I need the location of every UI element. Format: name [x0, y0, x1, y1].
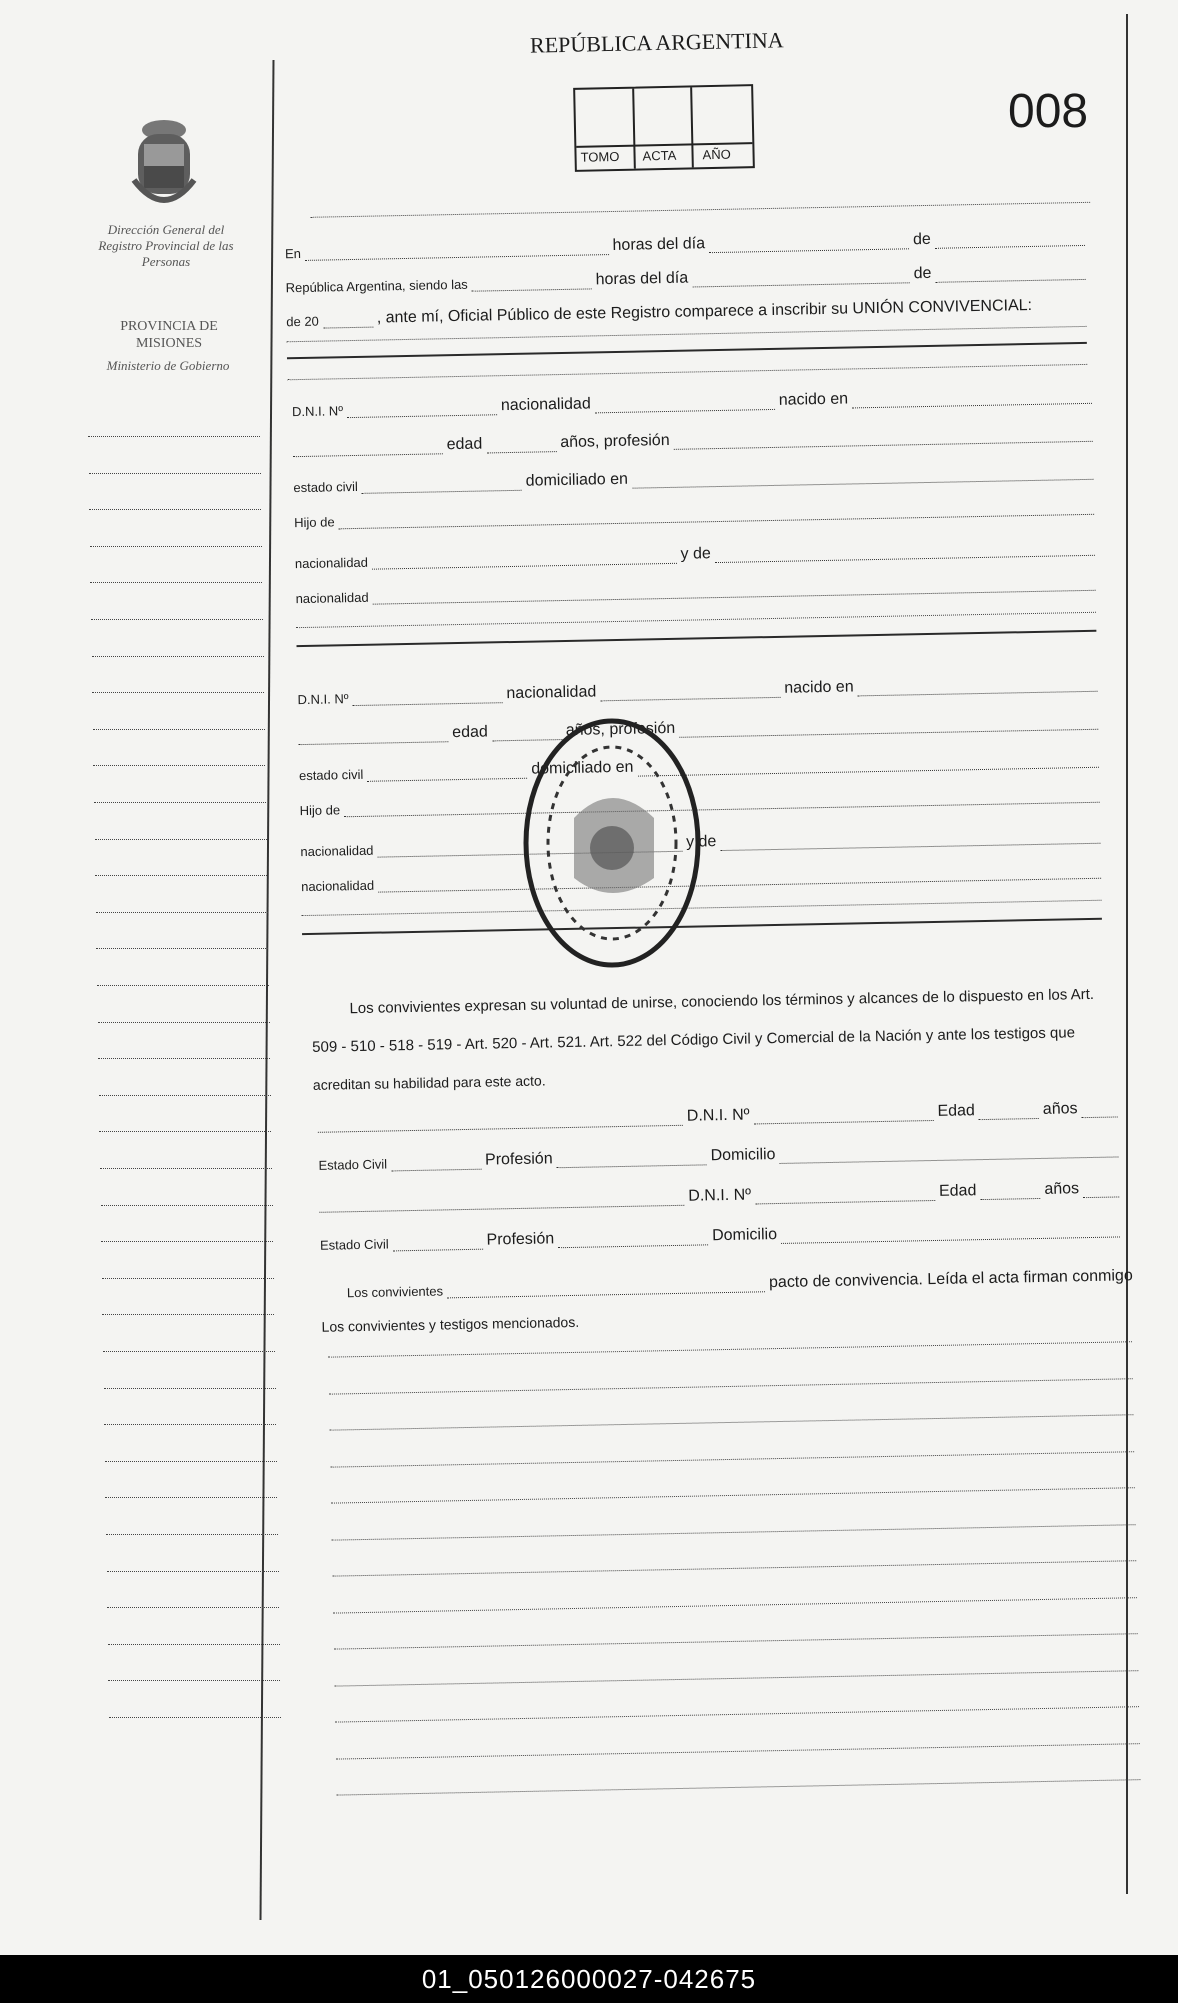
dotted-fill — [674, 427, 1093, 450]
form-row — [293, 424, 1093, 457]
dotted-fill — [779, 1142, 1118, 1164]
signature-line — [331, 1487, 1135, 1503]
box-label-acta: ACTA — [642, 147, 677, 164]
witness-edad-label: Edad — [937, 1102, 976, 1120]
y-de-label: y de — [685, 833, 717, 851]
signature-line — [332, 1560, 1136, 1576]
dotted-fill — [600, 683, 780, 701]
dotted-line — [296, 612, 1096, 628]
dotted-fill — [679, 715, 1098, 738]
box-label-ano: AÑO — [702, 146, 731, 163]
dotted-fill — [720, 829, 1100, 851]
witness-profesion-label: Profesión — [486, 1230, 555, 1249]
nacionalidad-label: nacionalidad — [500, 395, 591, 415]
dotted-fill — [372, 576, 1095, 605]
witness-domicilio-label: Domicilio — [710, 1146, 776, 1165]
closing-convivientes: Los convivientes — [346, 1283, 444, 1301]
dotted-fill — [372, 549, 677, 570]
intro-de: de — [912, 230, 931, 249]
signature-line — [332, 1524, 1136, 1540]
witness-dni-label: D.N.I. Nº — [688, 1186, 752, 1205]
signature-line — [330, 1451, 1134, 1467]
agency-name: Dirección General del Registro Provincial de las Personas — [98, 222, 234, 269]
dotted-fill — [344, 788, 1100, 818]
dotted-fill — [362, 476, 522, 494]
nacido-label: nacido en — [778, 390, 849, 409]
signature-line — [329, 1378, 1133, 1394]
intro-republica: República Argentina, siendo las — [285, 276, 468, 296]
dotted-fill — [318, 1111, 683, 1133]
form-row — [319, 1179, 1119, 1212]
form-row — [292, 386, 1092, 419]
dni-label: D.N.I. Nº — [297, 691, 349, 708]
dotted-fill — [632, 465, 1094, 489]
form-row — [297, 674, 1097, 707]
signature-line — [335, 1706, 1139, 1722]
witness-domicilio-label: Domicilio — [711, 1226, 778, 1245]
intro-en: En — [284, 245, 302, 262]
estado-civil-label: estado civil — [293, 478, 358, 496]
nacionalidad-padre-label: nacionalidad — [300, 842, 374, 860]
intro-de20: de 20 — [286, 313, 319, 330]
signature-line — [328, 1341, 1132, 1357]
dotted-fill — [980, 1184, 1040, 1200]
dotted-fill — [557, 1150, 707, 1168]
hijo-de-label: Hijo de — [299, 802, 341, 819]
dotted-fill — [486, 437, 556, 453]
form-row — [295, 538, 1095, 571]
witness-anos-label: años — [1044, 1180, 1080, 1198]
dotted-fill — [367, 764, 527, 782]
section-rule — [296, 630, 1096, 647]
dotted-fill — [393, 1235, 483, 1252]
edad-label: edad — [452, 723, 488, 742]
witness-anos-label: años — [1042, 1100, 1078, 1118]
intro-ante: , ante mí, Oficial Público de este Registro comparece a inscribir su UNIÓN CONVIVENCIAL: — [376, 296, 1033, 327]
estado-civil-label: estado civil — [298, 766, 364, 784]
domiciliado-label: domiciliado en — [525, 470, 629, 490]
nacido-label: nacido en — [784, 678, 854, 697]
box-label-tomo: TOMO — [580, 148, 620, 165]
document-number: 008 — [1008, 85, 1089, 138]
y-de-label: y de — [680, 545, 711, 563]
declaration-line-3: acreditan su habilidad para este acto. — [312, 1072, 546, 1093]
anos-profesion-label: años, profesión — [565, 719, 676, 739]
anos-profesion-label: años, profesión — [560, 431, 670, 452]
dotted-fill — [858, 677, 1098, 697]
signature-line — [337, 1779, 1141, 1795]
dotted-fill — [352, 688, 502, 706]
dotted-fill — [293, 439, 443, 457]
dotted-fill — [298, 727, 448, 745]
dotted-fill — [319, 1191, 684, 1213]
dotted-fill — [378, 864, 1101, 893]
witness-estado-civil-label: Estado Civil — [318, 1156, 388, 1173]
form-row — [320, 1219, 1120, 1252]
dni-label: D.N.I. Nº — [291, 403, 344, 420]
domiciliado-label: domiciliado en — [531, 758, 634, 778]
signature-line — [330, 1414, 1134, 1430]
form-row — [318, 1139, 1118, 1172]
form-row — [293, 462, 1093, 495]
form-row — [295, 576, 1095, 606]
witness-edad-label: Edad — [938, 1182, 977, 1200]
nacionalidad-madre-label: nacionalidad — [300, 877, 375, 895]
republic-heading: REPÚBLICA ARGENTINA — [529, 27, 784, 58]
intro-horas-2: horas del día — [595, 269, 689, 289]
form-row — [318, 1099, 1118, 1132]
signature-line — [333, 1597, 1137, 1613]
nacionalidad-madre-label: nacionalidad — [295, 589, 369, 607]
witness-profesion-label: Profesión — [484, 1150, 553, 1169]
hijo-de-label: Hijo de — [294, 514, 335, 531]
dotted-fill — [979, 1104, 1039, 1120]
intro-horas: horas del día — [612, 235, 706, 254]
declaration-line-1: Los convivientes expresan su voluntad de unirse, conociendo los términos y alcances de lo dispuesto en los Art. — [349, 985, 1095, 1018]
dotted-fill — [781, 1222, 1120, 1244]
agency-province: PROVINCIA DE MISIONES — [120, 319, 218, 351]
edad-label: edad — [446, 435, 483, 454]
signature-line — [334, 1670, 1138, 1686]
dotted-fill — [715, 541, 1095, 563]
declaration-line-2: 509 - 510 - 518 - 519 - Art. 520 - Art. 521. Art. 522 del Código Civil y Comercial de la Nación y ante los testigos que — [312, 1024, 1076, 1056]
dotted-fill — [1081, 1102, 1117, 1118]
witness-estado-civil-label: Estado Civil — [319, 1236, 389, 1253]
signature-line — [334, 1633, 1138, 1649]
footer-code: 01_050126000027-042675 — [0, 1955, 1178, 2003]
form-row — [294, 500, 1094, 530]
dotted-fill — [852, 389, 1092, 409]
dotted-fill — [755, 1186, 935, 1204]
closing-mencionados: Los convivientes y testigos mencionados. — [321, 1313, 580, 1335]
signature-lines — [0, 0, 1174, 11]
dotted-fill — [753, 1106, 933, 1124]
official-stamp — [514, 708, 710, 978]
dotted-fill — [338, 500, 1094, 530]
closing-pacto: pacto de convivencia. Leída el acta firman conmigo — [768, 1267, 1133, 1292]
intro-de-2: de — [913, 264, 932, 283]
dotted-fill — [1083, 1182, 1119, 1198]
signature-line — [336, 1743, 1140, 1759]
dotted-fill — [558, 1230, 708, 1248]
nacionalidad-label: nacionalidad — [506, 683, 597, 703]
witness-dni-label: D.N.I. Nº — [686, 1106, 750, 1125]
dotted-fill — [347, 400, 497, 418]
dotted-fill — [595, 395, 775, 413]
nacionalidad-padre-label: nacionalidad — [294, 554, 369, 572]
dotted-fill — [391, 1155, 481, 1172]
agency-ministry: Ministerio de Gobierno — [106, 358, 230, 373]
